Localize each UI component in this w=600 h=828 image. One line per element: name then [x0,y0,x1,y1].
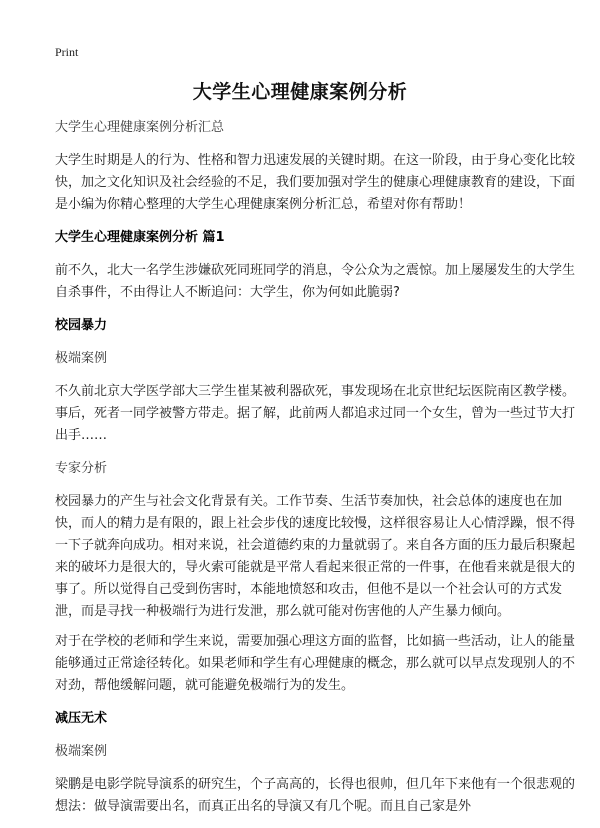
document-title: 大学生心理健康案例分析 [192,81,408,103]
intro-paragraph: 大学生时期是人的行为、性格和智力迅速发展的关键时期。在这一阶段，由于身心变化比较快，加之文化知识及社会经验的不足，我们要加强对学生的健康心理健康教育的建设，下面是小编为你精心整理的大学生心理健康案例分析汇总，希望对你有帮助！ [55,153,576,212]
section-1-intro: 前不久，北大一名学生涉嫌砍死同班同学的消息，令公众为之震惊。加上屡屡发生的大学生自杀事件，不由得让人不断追问：大学生，你为何如此脆弱? [55,263,576,300]
summary-heading: 大学生心理健康案例分析汇总 [55,120,225,135]
topic-2-case-paragraph: 梁鹏是电影学院导演系的研究生，个子高高的，长得也很帅，但几年下来他有一个很悲观的想法：做导演需要出名，而真正出名的导演又有几个呢。而且自己家是外 [55,777,576,814]
document-body [55,117,575,818]
topic-1-expert-paragraph-2: 对于在学校的老师和学生来说，需要加强心理这方面的监督，比如搞一些活动，让人的能量能够通过正常途径转化。如果老师和学生有心理健康的概念，那么就可以早点发现别人的不对劲，帮他缓解问题，就可能避免极端行为的发生。 [55,634,576,693]
topic-1-heading: 校园暴力 [55,318,108,333]
print-label[interactable]: Print [55,45,79,59]
topic-1-case-paragraph: 不久前北京大学医学部大三学生崔某被利器砍死，事发现场在北京世纪坛医院南区教学楼。事后，死者一同学被警方带走。据了解，此前两人都追求过同一个女生，曾为一些过节大打出手…… [55,384,576,443]
topic-1-expert-label: 专家分析 [55,461,108,476]
topic-1-expert-paragraph-1: 校园暴力的产生与社会文化背景有关。工作节奏、生活节奏加快，社会总体的速度也在加快，而人的精力是有限的，跟上社会步伐的速度比较慢，这样很容易让人心情浮躁，恨不得一下子就奔向成功。相对来说，社会道德约束的力量就弱了。来自各方面的压力最后积聚起来的破坏力是很大的，导火索可能就是平常人看起来很正常的一件事，在他看来就是很大的事了。所以觉得自己受到伤害时，本能地愤怒和攻击，但他不是以一个社会认可的方式发泄，而是寻找一种极端行为进行发泄，那么就可能对伤害他的人产生暴力倾向。 [55,494,576,619]
topic-2-case-label: 极端案例 [55,744,108,759]
topic-1-case-label: 极端案例 [55,351,108,366]
topic-2-heading: 减压无术 [55,711,108,726]
section-1-title: 大学生心理健康案例分析 篇1 [55,230,225,245]
